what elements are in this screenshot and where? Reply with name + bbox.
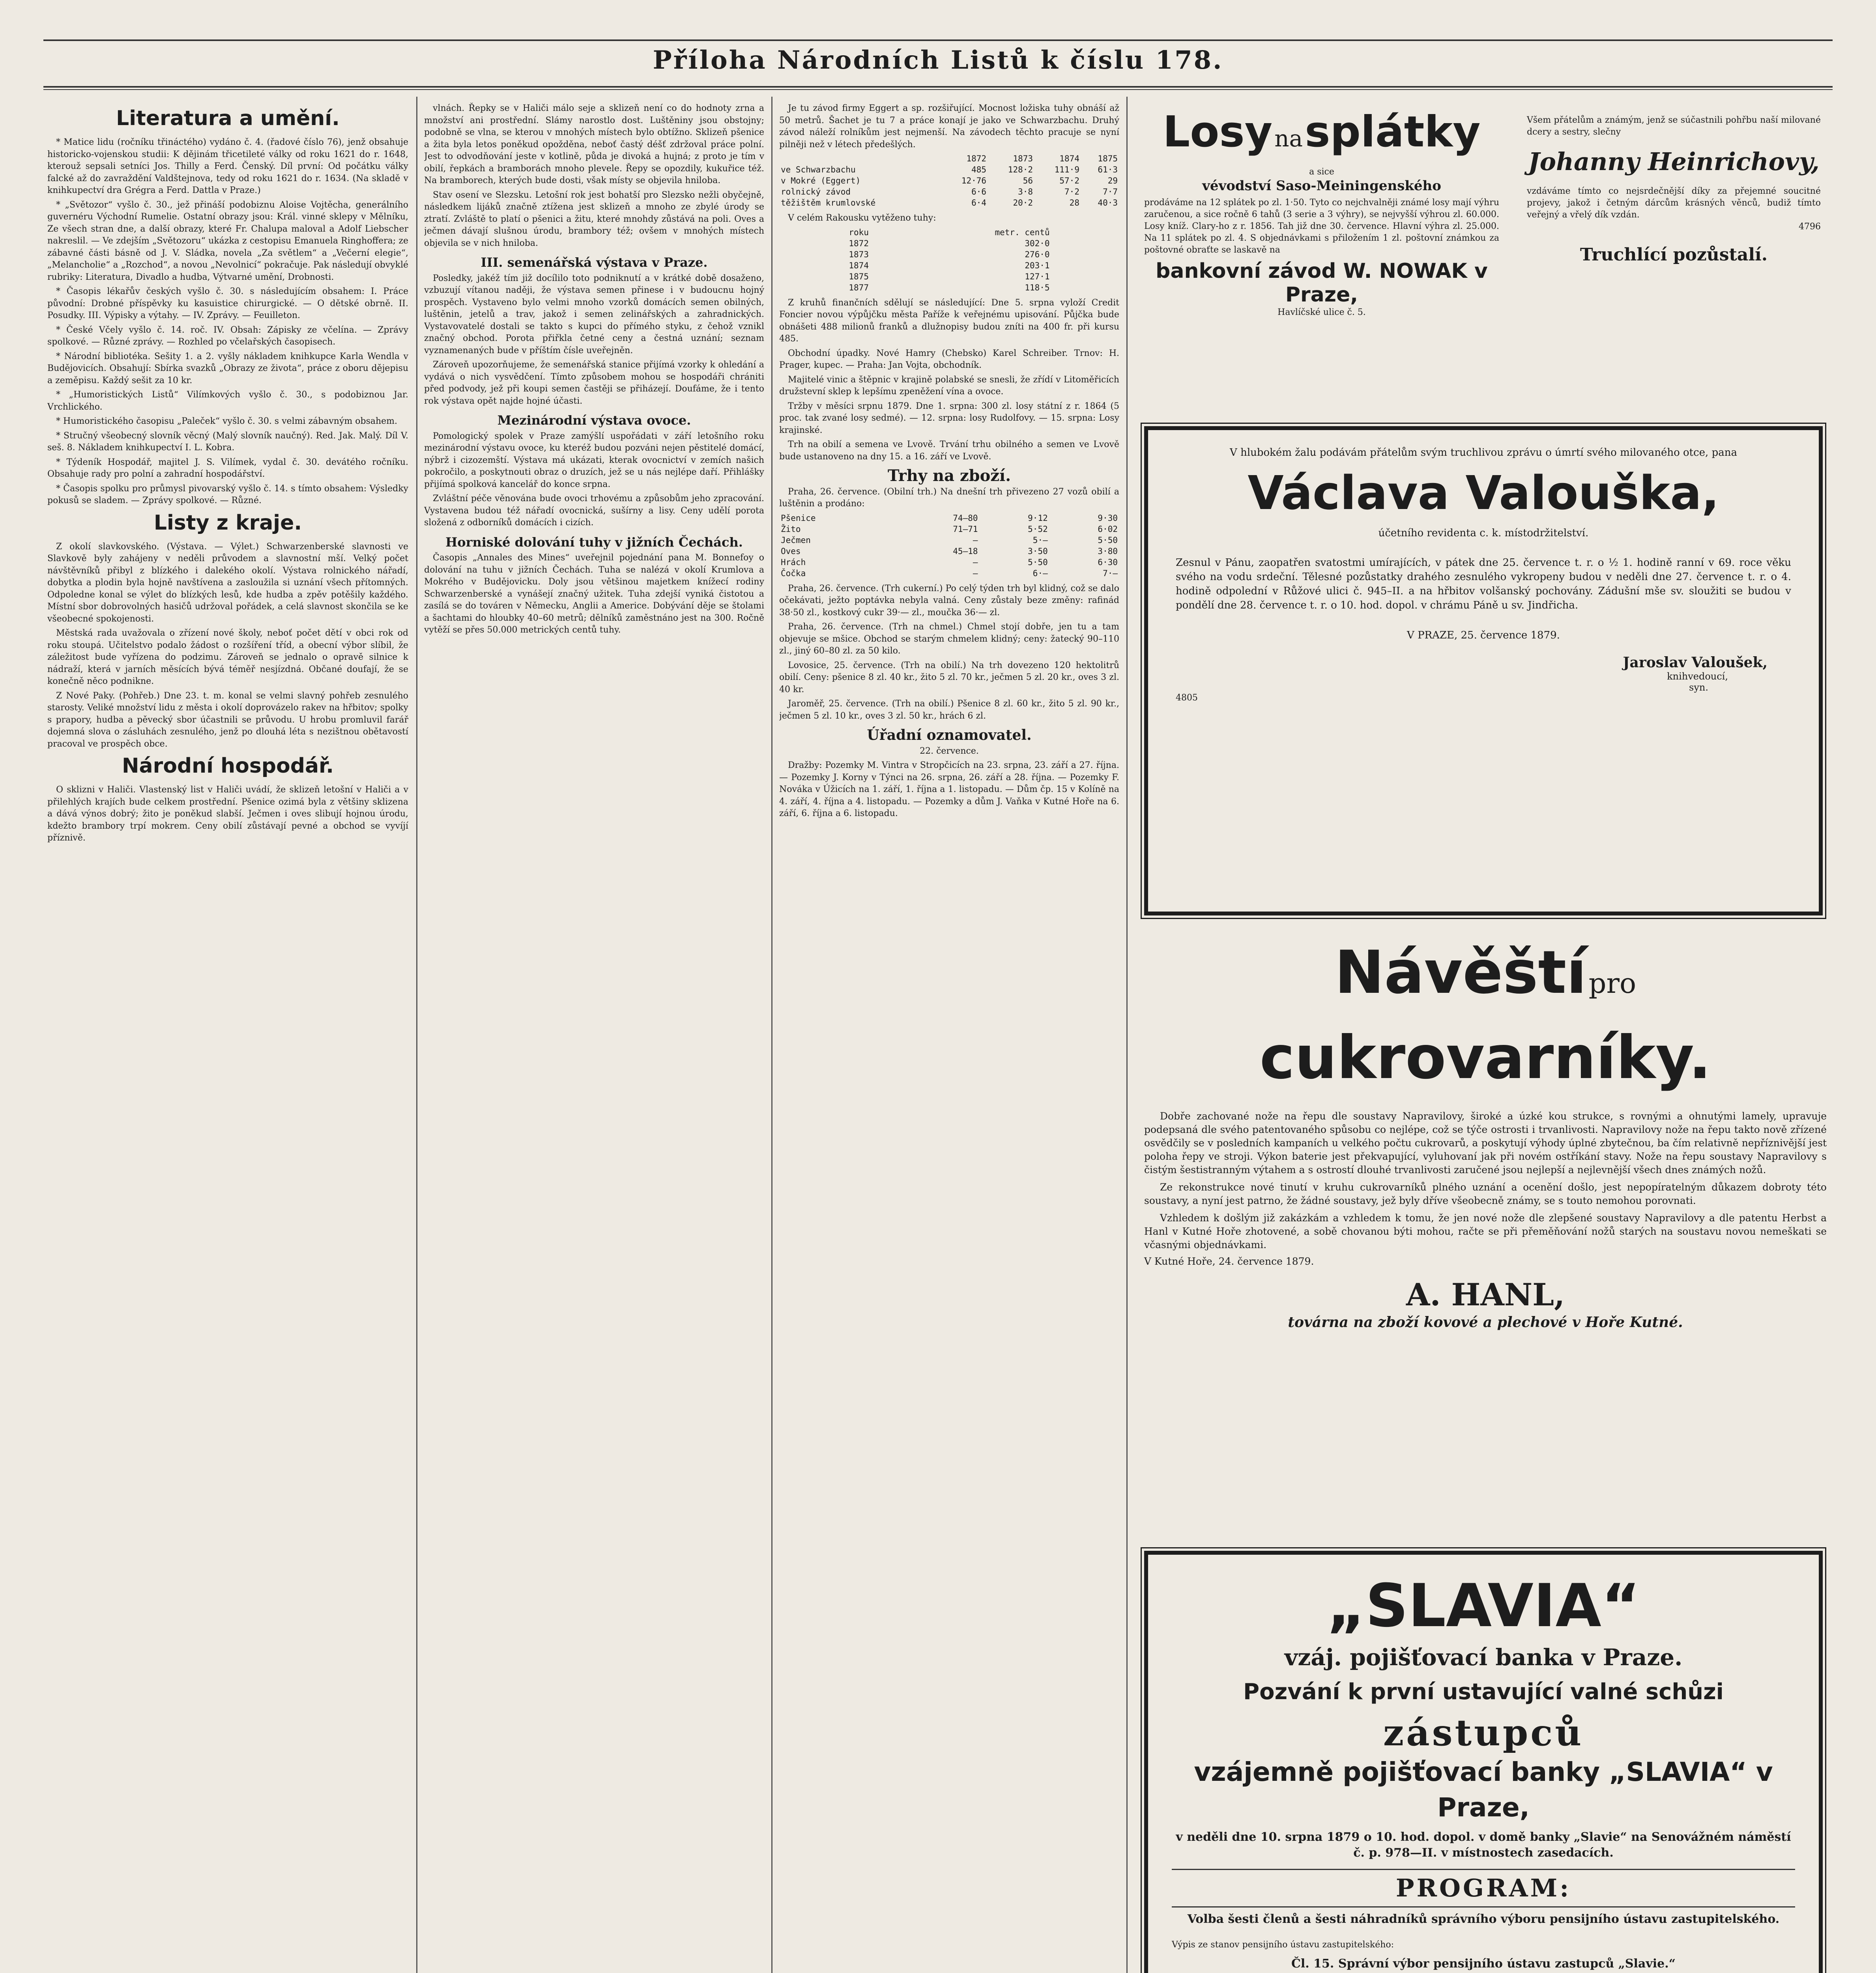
article-heading: Trhy na zboží. bbox=[887, 466, 1011, 485]
ad-number: 4796 bbox=[1799, 222, 1821, 232]
table-cell: — bbox=[973, 557, 978, 567]
ad-thanks-heinrich bbox=[1515, 107, 1833, 406]
ad-title: „SLAVIA“ bbox=[1326, 1572, 1640, 1640]
article-paragraph: * Národní bibliotéka. Sešity 1. a 2. vyšly nákladem knihkupce Karla Wendla v Budějovicích. Obsahují: Sbírka svazků „Obrazy ze života“, práce z oboru dějepisu a zeměpisu. Každý sešit za 10 kr. bbox=[47, 351, 408, 386]
article-paragraph: * Matice lidu (ročníku třináctého) vydáno č. 4. (řadové číslo 76), jenž obsahuje historicko-vojenskou studii: K dějinám třicetileté války od roku 1621 do r. 1648, kterouž sepsali setníci Jos. Thilly a Ferd. Čenský. Díl první: Od počátku války falcké až do zavraždění Valdštejnova, tedy od roku 1621 do r. 1634. (Na skladě v knihkupectví dra Grégra a Ferd. Dattla v Praze.) bbox=[47, 137, 408, 195]
ad-text: Vzhledem k došlým již zakázkám a vzhledem k tomu, že jen nové nože dle zlepšené soustavy Napravilovy a dle patentu Herbst a Hanl v Kutné Hoře zhotovené, a sobě chovanou býti mohou, račte se při přeměňování nožů starých na soustavu novou nemeškati se včasnými objednávkami. bbox=[1144, 1212, 1827, 1250]
ad-place-date: V Kutné Hoře, 24. července 1879. bbox=[1144, 1256, 1314, 1267]
table-cell: Oves bbox=[781, 546, 801, 556]
table-cell: 7·7 bbox=[1103, 187, 1118, 197]
header-rule-bottom bbox=[43, 86, 1833, 88]
table-header-cell: 1874 bbox=[1059, 154, 1079, 163]
table-cell: 276·0 bbox=[1025, 249, 1050, 259]
ad-text: prodáváme na 12 splátek po zl. 1·50. Tyto co nejchvalněji známé losy mají výhru zaručenou, a sice ročně 6 tahů (3 serie a 3 výhry), se nejvyšší výhrou zl. 60.000. Losy kníž. Clary-ho z r. 1856. Tah již dne 30. července. Hlavní výhra zl. 25.000. Na 11 splátek po zl. 4. S objednávkami s přiložením 1 zl. poštovní známkou za poštovné obraťte se laskavě na bbox=[1144, 198, 1499, 255]
table-cell: 9·12 bbox=[1028, 513, 1048, 523]
table-cell: 1873 bbox=[849, 249, 869, 259]
table-row bbox=[779, 557, 1119, 568]
austria-graphite-table bbox=[847, 227, 1051, 293]
table-cell: Žito bbox=[781, 524, 801, 534]
table-row bbox=[847, 271, 1051, 282]
table-cell: 57·2 bbox=[1059, 176, 1079, 185]
table-row bbox=[779, 186, 1119, 197]
table-cell: Pšenice bbox=[781, 513, 816, 523]
ad-obituary-valousek bbox=[1144, 426, 1823, 915]
article-paragraph: Z Nové Paky. (Pohřeb.) Dne 23. t. m. konal se velmi slavný pohřeb zesnulého starosty. Veliké množství lidu z města i okolí doprovázelo rakev na hřbitov; spolky s prapory, hudba a pěvecký sbor účastnili se průvodu. U hrobu promluvil farář dojemná slova o zásluhách zesnulého, jenž po dlouhá léta s nezištnou obětavostí pracoval ve prospěch obce. bbox=[47, 691, 408, 749]
table-cell: 3·8 bbox=[1018, 187, 1033, 197]
table-cell: 40·3 bbox=[1098, 198, 1118, 208]
column-rule bbox=[1126, 97, 1128, 1973]
ad-name: Václava Valouška, bbox=[1248, 466, 1719, 520]
table-row bbox=[847, 238, 1051, 249]
table-header-cell: metr. centů bbox=[995, 227, 1050, 237]
table-cell: 1877 bbox=[849, 283, 869, 292]
section-heading-economy: Národní hospodář. bbox=[122, 754, 334, 778]
article-paragraph: Je tu závod firmy Eggert a sp. rozšiřující. Mocnost ložiska tuhy obnáší až 50 metrů. Šachet je tu 7 a práce konají je jako ve Schwarzbachu. Druhý závod náleží rolníkům jest nejmenší. Na závodech těchto pracuje se nyní pilněji než v létech předešlých. bbox=[779, 103, 1119, 150]
ad-title-part: Návěští bbox=[1334, 938, 1587, 1007]
table-header-cell bbox=[779, 153, 941, 164]
table-cell: 12·76 bbox=[961, 176, 987, 185]
ad-slavia-invitation bbox=[1144, 1551, 1823, 1973]
ad-invite: Pozvání k první ustavující valné schůzi bbox=[1243, 1679, 1724, 1705]
table-row bbox=[779, 524, 1119, 535]
table-cell: 111·9 bbox=[1054, 165, 1079, 174]
ad-subtitle: vzáj. pojišťovací banka v Praze. bbox=[1284, 1644, 1683, 1671]
article-paragraph: Z kruhů finančních sdělují se následující: Dne 5. srpna vyloží Credit Foncier novou výpůjčku města Paříže k veřejnému upisování. Půjčka bude obnášeti 488 milionů franků a dlužnopisy budou zníti na 400 fr. při kursu 485. bbox=[779, 298, 1119, 344]
table-cell: 20·2 bbox=[1013, 198, 1033, 208]
ad-text: Dobře zachované nože na řepu dle soustavy Napravilovy, široké a úzké kou strukce, s rovnými a ohnutými lamely, upravuje podepsaná dle svého patentovaného spůsobu co nejlépe, což se týče ostrosti i trvanlivosti. Napravilovy nože na řepu takto nově zřízené osvědčily se v posledních kampaních u velkého počtu cukrovarů, a poskytují výhody úplné zbytečnou, ba čím relativně nepříznivější jest poloha řepy ve stroji. Výkon baterie jest překvapující, vyluhovaní jak při novém ostříkání stavy. Nože na řepu soustavy Napravilovy s čistým šestistranným výtahem a s ostrostí dlouhé trvanlivosti zaručené jsou nejlepší a nejlevnější všech dnes známých nožů. bbox=[1144, 1110, 1827, 1176]
ad-bank-name: vzájemně pojišťovací banky „SLAVIA“ v Praze, bbox=[1194, 1757, 1773, 1823]
ad-text: Výpis ze stanov pensijního ústavu zastupitelského: bbox=[1172, 1940, 1394, 1950]
ad-lottery bbox=[1136, 107, 1507, 406]
table-header-row bbox=[847, 227, 1051, 238]
table-row bbox=[779, 175, 1119, 186]
table-cell: 5·— bbox=[1032, 535, 1048, 545]
table-cell: 5·50 bbox=[1098, 535, 1118, 545]
column-markets bbox=[779, 103, 1119, 1973]
table-cell: — bbox=[973, 535, 978, 545]
article-paragraph: Městská rada uvažovala o zřízení nové školy, neboť počet dětí v obci rok od roku stoupá. Učitelstvo podalo žádost o rozšíření tříd, a obecní výbor slíbil, že záležitost bude vyřízena do podzimu. Zároveň se jednalo o opravě silnice k nádraží, která v jarních měsících bývá téměř nesjízdná. Občané doufají, že se konečně něco podnikne. bbox=[47, 628, 408, 686]
table-row bbox=[779, 513, 1119, 524]
article-date: 22. července. bbox=[920, 746, 979, 756]
table-cell: Čočka bbox=[781, 568, 806, 578]
table-cell: 1874 bbox=[849, 260, 869, 270]
ad-title-part: splátky bbox=[1305, 107, 1481, 157]
table-cell: 45–18 bbox=[953, 546, 978, 556]
table-cell: 6·— bbox=[1032, 568, 1048, 578]
ad-text: vzdáváme tímto co nejsrdečnější díky za přejemné soucitné projevy, jakož i četným dárcům krásných věnců, budiž tímto veřejný a vřelý dík vzdán. bbox=[1527, 186, 1821, 220]
table-cell: 1875 bbox=[849, 271, 869, 281]
article-paragraph: Jaroměř, 25. července. (Trh na obilí.) Pšenice 8 zl. 60 kr., žito 5 zl. 90 kr., ječmen 5 zl. 10 kr., oves 3 zl. 50 kr., hrách 6 zl. bbox=[779, 699, 1119, 721]
ad-address: Havlíčské ulice č. 5. bbox=[1277, 307, 1366, 317]
table-cell: 28 bbox=[1069, 198, 1079, 208]
column-literature bbox=[47, 103, 408, 1973]
table-cell: 127·1 bbox=[1025, 271, 1050, 281]
ad-signature: Truchlící pozůstalí. bbox=[1580, 245, 1768, 265]
table-cell: 7·2 bbox=[1064, 187, 1079, 197]
article-paragraph: Praha, 26. července. (Trh na chmel.) Chmel stojí dobře, jen tu a tam objevuje se mšice. Obchod se starým chmelem klidný; ceny: žatecký 90–110 zl., jiný 60–80 zl. za 50 kilo. bbox=[779, 622, 1119, 656]
article-paragraph: * „Světozor“ vyšlo č. 30., jež přináší podobiznu Aloise Vojtěcha, generálního guvernéru Východní Rumelie. Ostatní obrazy jsou: Král. vinné sklepy v Mělníku, Ze všech stran dne, a další obrazy, které Fr. Chalupa maloval a Adolf Liebscher nakreslil. — Ve zdejším „Světozoru“ ukázka z cestopisu Emanuela Ringhoffera; ze zábavné části básně od J. V. Sládka, novela „Za světlem“ a „Večerní elegie“, „Melancholie“ a „Rozchod“, a novou „Nevolnicí“ pokračuje. Pak následují obvyklé rubriky: Literatura, Divadlo a hudba, Výtvarné umění, Drobnosti. bbox=[47, 200, 408, 282]
article-heading: Horniské dolování tuhy v jižních Čechách. bbox=[445, 534, 743, 550]
ad-name: Johanny Heinrichovy, bbox=[1528, 147, 1820, 176]
ad-lottery-title bbox=[1144, 107, 1499, 166]
article-paragraph: Z okolí slavkovského. (Výstava. — Výlet.) Schwarzenberské slavnosti ve Slavkově byly zahájeny v neděli průvodem a slavnostní mší. Velký počet návštěvníků přibyl z blízkého i dalekého okolí. Výstava rolnického nářadí, dobytka a plodin byla hojně navštívena a zasloužila si uznání všech přítomných. Odpoledne konal se výlet do blízkých lesů, kde hudba a zpěv potěšily každého. Místní sbor dobrovolných hasičů udržoval pořádek, a celá slavnost skončila se ke všeobecné spokojenosti. bbox=[47, 541, 408, 624]
ad-text: Zesnul v Pánu, zaopatřen svatostmi umírajících, v pátek dne 25. července t. r. o ½ 1. hodině ranní v 69. roce věku svého na vodu srdeční. Tělesné pozůstatky drahého zesnulého vykropeny budou v neděli dne 27. července t. r. o 4. hodině odpolední v Růžové ulici č. 945–II. a na hřbitov volšanský pochovány. Zádušní mše sv. sloužiti se budou v pondělí dne 28. července t. r. o 10. hod. dopol. v chrámu Páně u sv. Jindřicha. bbox=[1176, 557, 1791, 611]
table-cell: 6·6 bbox=[971, 187, 987, 197]
table-cell: 1872 bbox=[849, 238, 869, 248]
table-row bbox=[779, 164, 1119, 175]
ad-firm-subtitle: továrna na zboží kovové a plechové v Hoře Kutné. bbox=[1288, 1314, 1683, 1331]
article-paragraph: Majitelé vinic a štěpnic v krajině polabské se snesli, že zřídí v Litoměřicích družstevní sklep k lepšímu zpeněžení vína a ovoce. bbox=[779, 374, 1119, 397]
article-paragraph: Praha, 26. července. (Obilní trh.) Na dnešní trh přivezeno 27 vozů obilí a luštěnin a prodáno: bbox=[779, 487, 1119, 509]
ad-date: v neděli dne 10. srpna 1879 o 10. hod. dopol. v domě banky „Slavie“ na Senovážném náměstí č. p. 978—II. v místnostech zasedacích. bbox=[1176, 1830, 1791, 1860]
table-cell: 203·1 bbox=[1025, 260, 1050, 270]
ad-program-item: Volba šesti členů a šesti náhradníků správního výboru pensijního ústavu zastupitelského. bbox=[1187, 1912, 1780, 1926]
table-cell: 485 bbox=[971, 165, 987, 174]
table-cell: 3·50 bbox=[1028, 546, 1048, 556]
article-heading: III. semenářská výstava v Praze. bbox=[481, 255, 708, 270]
ad-title-part: pro bbox=[1588, 967, 1637, 1000]
table-cell: Ječmen bbox=[781, 535, 811, 545]
table-cell: 3·80 bbox=[1098, 546, 1118, 556]
ad-heading: zástupců bbox=[1383, 1711, 1584, 1754]
ad-text: syn. bbox=[1689, 682, 1708, 693]
table-row bbox=[847, 282, 1051, 293]
table-cell: 5·52 bbox=[1028, 524, 1048, 534]
article-paragraph: * Humoristického časopisu „Paleček“ vyšlo č. 30. s velmi zábavným obsahem. bbox=[56, 416, 398, 426]
table-header-cell: 1873 bbox=[1013, 154, 1033, 163]
header-rule-top bbox=[43, 39, 1833, 41]
ad-article-heading: Čl. 15. Správní výbor pensijního ústavu zastupců „Slavie.“ bbox=[1291, 1957, 1676, 1971]
table-cell: 74–80 bbox=[953, 513, 978, 523]
column-agriculture bbox=[424, 103, 764, 1973]
article-paragraph: V celém Rakousku vytěženo tuhy: bbox=[788, 213, 936, 223]
ad-text: Všem přátelům a známým, jenž se súčastnili pohřbu naší milované dcery a sestry, slečny bbox=[1527, 115, 1821, 137]
column-rule bbox=[771, 97, 772, 1973]
ad-sugar-knives bbox=[1136, 939, 1835, 1531]
ad-text: Ze rekonstrukce nové tinutí v kruhu cukrovarníků plného uznání a ocenění došlo, jest nepopíratelným důkazem dobroty této soustavy, a nyní jest patrno, že žádné soustavy, jež byly dříve všeobecně známy, se s touto nemohou porovnati. bbox=[1144, 1181, 1827, 1206]
table-cell: 7·— bbox=[1103, 568, 1118, 578]
table-cell: rolnický závod bbox=[781, 187, 851, 197]
article-paragraph: Zvláštní péče věnována bude ovoci trhovému a způsobům jeho zpracování. Vystavena budou též nářadí ovocnická, sušírny a lisy. Ceny udělí porota složená z odborníků domácích i cizích. bbox=[424, 494, 764, 528]
table-cell: 9·30 bbox=[1098, 513, 1118, 523]
table-row bbox=[779, 535, 1119, 546]
article-paragraph: vlnách. Řepky se v Haliči málo seje a sklizeň není co do hodnoty zrna a množství ani prostřední. Slámy narostlo dost. Luštěniny jsou obstojny; podobně se vlna, se kterou v mnohých místech bylo obtížno. Sklizeň pšenice a žita byla letos poněkud opožděna, neboť častý déšť zdržoval práce polní. Jest to odvodňování jeste v kotlině, půda je divoká a hujná; z proto je tím v obilí, řepkách a bramborách mnoho plevele. Řepy se opozdily, kukuřice též. Na bramborech, kterých bude dosti, však místy se objevila hniloba. bbox=[424, 103, 764, 185]
article-paragraph: * České Včely vyšlo č. 14. roč. IV. Obsah: Zápisky ze včelína. — Zprávy spolkové. — Různé zprávy. — Rozhled po včelařských časopisech. bbox=[47, 325, 408, 347]
article-paragraph: Lovosice, 25. července. (Trh na obilí.) Na trh dovezeno 120 hektolitrů obilí. Ceny: pšenice 8 zl. 40 kr., žito 5 zl. 70 kr., ječmen 5 zl. 20 kr., oves 3 zl. 40 kr. bbox=[779, 660, 1119, 694]
ad-text: účetního revidenta c. k. místodržitelství. bbox=[1378, 527, 1589, 539]
table-header-cell: roku bbox=[849, 227, 869, 237]
ad-title-part: na bbox=[1274, 125, 1303, 152]
article-paragraph: * Časopis spolku pro průmysl pivovarský vyšlo č. 14. s tímto obsahem: Výsledky pokusů se sladem. — Zprávy spolkové. — Různé. bbox=[47, 483, 408, 505]
article-paragraph: * „Humoristických Listů“ Vilímkových vyšlo č. 30., s podobiznou Jar. Vrchlického. bbox=[47, 390, 408, 412]
header-rule-double bbox=[43, 89, 1833, 90]
article-paragraph: Stav osení ve Slezsku. Letošní rok jest bohatší pro Slezsko nežli obyčejně, následkem lijáků značně ztížena jest sklizeň a mnoho ze zbylé úrody se ztratí. Zvláště to platí o pšenici a žitu, které mnohdy zůstává na poli. Oves a ječmen dávají slušnou úrodu, brambory též; ovšem v mnohých místech objevila se v nich hniloba. bbox=[424, 190, 764, 248]
table-header-cell: 1875 bbox=[1098, 154, 1118, 163]
ad-title-part: Losy bbox=[1163, 107, 1273, 157]
ad-title-part: cukrovarníky. bbox=[1259, 1024, 1711, 1092]
ad-number: 4805 bbox=[1176, 693, 1198, 703]
table-cell: 6·4 bbox=[971, 198, 987, 208]
table-cell: 5·50 bbox=[1028, 557, 1048, 567]
table-cell: 302·0 bbox=[1025, 238, 1050, 248]
table-header-cell: 1872 bbox=[966, 154, 987, 163]
table-cell: 29 bbox=[1107, 176, 1118, 185]
table-cell: 128·2 bbox=[1008, 165, 1033, 174]
article-paragraph: O sklizni v Haliči. Vlastenský list v Haliči uvádí, že sklizeň letošní v Haliči a v přilehlých krajích bude celkem prostřední. Pšenice ozimá byla z většiny sklizena a dává výnos dobrý; žito je poněkud slabší. Ječmen i oves slibují hojnou úrodu, kdežto brambory trpí mokrem. Ceny obilí zůstávají pevné a obchod se vyvíjí příznivě. bbox=[47, 785, 408, 843]
table-cell: — bbox=[973, 568, 978, 578]
article-paragraph: Pomologický spolek v Praze zamýšlí uspořádati v září letošního roku mezinárodní výstavu ovoce, ku kteréž budou pozváni nejen pěstitelé domácí, nýbrž i cizozemští. Výstava má ukázati, kterak ovocnictví v zemích našich pokročilo, a poskytnouti obraz o druzích, jež se u nás nejlépe daří. Přihlášky přijímá spolková kancelář do konce srpna. bbox=[424, 431, 764, 489]
article-paragraph: Dražby: Pozemky M. Vintra v Stropčicích na 23. srpna, 23. září a 27. října. — Pozemky J. Korny v Týnci na 26. srpna, 26. září a 28. října. — Pozemky F. Nováka v Úžicích na 1. září, 1. října a 1. listopadu. — Dům čp. 15 v Kolíně na 4. září, 4. října a 4. listopadu. — Pozemky a dům J. Vaňka v Kutné Hoře na 6. září, 6. října a 6. listopadu. bbox=[779, 760, 1119, 818]
article-heading: Mezinárodní výstava ovoce. bbox=[497, 413, 691, 428]
table-cell: 118·5 bbox=[1025, 283, 1050, 292]
table-row bbox=[847, 249, 1051, 260]
section-heading-regions: Listy z kraje. bbox=[153, 511, 302, 535]
table-row bbox=[779, 546, 1119, 557]
article-paragraph: Tržby v měsíci srpnu 1879. Dne 1. srpna: 300 zl. losy státní z r. 1864 (5 proc. tak zvané losy sedmé). — 12. srpna: losy Rudolfovy. — 15. srpna: Losy krajinské. bbox=[779, 401, 1119, 435]
table-cell: Hrách bbox=[781, 557, 806, 567]
ad-text: V hlubokém žalu podávám přátelům svým truchlivou zprávu o úmrtí svého milovaného otce, pana bbox=[1230, 447, 1737, 459]
ad-bank-name: bankovní závod W. NOWAK v Praze, bbox=[1156, 259, 1488, 307]
table-cell: v Mokré (Eggert) bbox=[781, 176, 861, 185]
article-paragraph: Trh na obilí a semena ve Lvově. Trvání trhu obilného a semen ve Lvově bude ustanoveno na dny 15. a 16. září ve Lvově. bbox=[779, 440, 1119, 462]
table-row bbox=[847, 260, 1051, 271]
article-paragraph: Obchodní úpadky. Nové Hamry (Chebsko) Karel Schreiber. Trnov: H. Prager, kupec. — Praha: Jan Vojta, obchodník. bbox=[779, 348, 1119, 370]
table-cell: 71–71 bbox=[953, 524, 978, 534]
ad-firm-name: A. HANL, bbox=[1406, 1277, 1565, 1313]
ad-text: a sice bbox=[1309, 167, 1334, 177]
ad-program-title: PROGRAM: bbox=[1172, 1869, 1795, 1907]
table-cell: 56 bbox=[1023, 176, 1033, 185]
article-paragraph: * Stručný všeobecný slovník věcný (Malý slovník naučný). Red. Jak. Malý. Díl V. seš. 8. Nákladem knihkupectví I. L. Kobra. bbox=[47, 431, 408, 453]
table-row bbox=[779, 568, 1119, 579]
ad-place-date: V PRAZE, 25. července 1879. bbox=[1407, 629, 1560, 641]
article-paragraph: Posledky, jakéž tím již docílilo toto podniknutí a v krátké době dosaženo, vzbuzují vítanou naději, že výstava semen přinese i v budoucnu hojný prospěch. Vystaveno bylo velmi mnoho vzorků domácích semen obilných, luštěnin, jetelů a trav, jakož i semen zelinářských a zahradnických. Vystavovatelé dostali se takto s kupci do přímého styku, z čehož vznikl značný obchod. Porota přiřkla četné ceny a čestná uznání; seznam vyznamenaných bude v příštím čísle uveřejněn. bbox=[424, 273, 764, 356]
table-cell: těžištěm krumlovské bbox=[781, 198, 876, 208]
page-header: Příloha Národních Listů k číslu 178. bbox=[653, 45, 1223, 75]
ad-signature: Jaroslav Valoušek, bbox=[1623, 654, 1768, 671]
grain-price-table bbox=[779, 513, 1119, 579]
article-paragraph: Zároveň upozorňujeme, že semenářská stanice přijímá vzorky k ohledání a vydává o nich vysvědčení. Tímto způsobem mohou se hospodáři chrániti před podvody, jež při koupi semen častěji se přiházejí. Doufáme, že i tento rok výstava opět najde hojné účasti. bbox=[424, 360, 764, 406]
table-cell: 6·02 bbox=[1098, 524, 1118, 534]
column-rule bbox=[416, 97, 417, 1973]
ad-subtitle: vévodství Saso-Meiningenského bbox=[1202, 178, 1441, 194]
table-cell: 6·30 bbox=[1098, 557, 1118, 567]
table-cell: 61·3 bbox=[1098, 165, 1118, 174]
article-paragraph: Časopis „Annales des Mines“ uveřejnil pojednání pana M. Bonnefoy o dolování na tuhu v jižních Čechách. Tuha se nalézá v okolí Krumlova a Mokrého v Budějovicku. Doly jsou většinou majetkem knížecí rodiny Schwarzenberské a vynášejí značný užitek. Tuha zdejší vyniká čistotou a zasílá se do továren v Německu, Anglii a Americe. Dobývání děje se štolami a šachtami do hloubky 40–60 metrů; dělníků zaměstnáno jest na 300. Ročně vytěží se přes 50.000 metrických centů tuhy. bbox=[424, 553, 764, 635]
article-paragraph: * Časopis lékařův českých vyšlo č. 30. s následujícím obsahem: I. Práce původní: Drobné příspěvky ku kasuistice chirurgické. — O dětské obrně. II. Posudky. III. Výpisky a výtahy. — IV. Zprávy. — Feuilleton. bbox=[47, 286, 408, 320]
ad-sugar-title bbox=[1144, 939, 1827, 1110]
article-heading: Úřadní oznamovatel. bbox=[867, 727, 1032, 743]
table-row bbox=[779, 197, 1119, 208]
article-paragraph: Praha, 26. července. (Trh cukerní.) Po celý týden trh byl klidný, což se dalo očekávati, ježto poptávka nebyla valná. Ceny zůstaly beze změny: rafinád 38·50 zl., kostkový cukr 39·— zl., moučka 36·— zl. bbox=[779, 583, 1119, 618]
section-heading-literature: Literatura a umění. bbox=[116, 107, 340, 130]
table-header-row bbox=[779, 153, 1119, 164]
article-paragraph: * Týdeník Hospodář, majitel J. S. Vilímek, vydal č. 30. devátého ročníku. Obsahuje rady pro polní a zahradní hospodářství. bbox=[47, 457, 408, 479]
ad-text: knihvedoucí, bbox=[1667, 671, 1728, 682]
graphite-table bbox=[779, 153, 1119, 208]
table-cell: ve Schwarzbachu bbox=[781, 165, 856, 174]
